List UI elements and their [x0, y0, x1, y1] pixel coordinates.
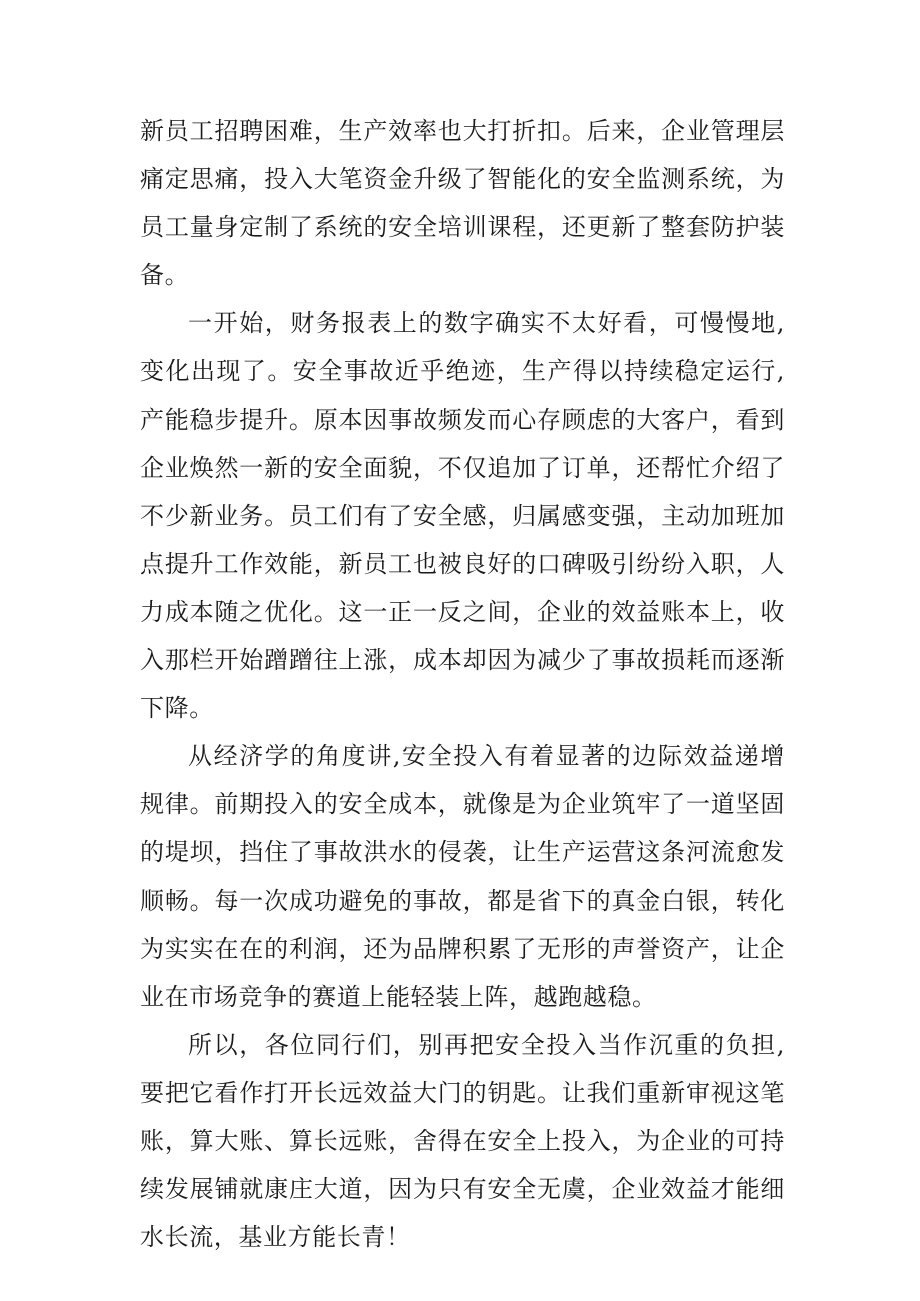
paragraph-financial-change: 一开始，财务报表上的数字确实不太好看，可慢慢地,变化出现了。安全事故近乎绝迹，生产得以持续稳定运行,产能稳步提升。原本因事故频发而心存顾虑的大客户，看到企业焕然一新的安全面貌，不仅追加了订单，还帮忙介绍了不少新业务。员工们有了安全感，归属感变强，主动加班加点提升工作效能，新员工也被良好的口碑吸引纷纷入职，人力成本随之优化。这一正一反之间，企业的效益账本上，收入那栏开始蹭蹭往上涨，成本却因为减少了事故损耗而逐渐下降。	[140, 309, 785, 723]
paragraph-conclusion: 所以，各位同行们，别再把安全投入当作沉重的负担,要把它看作打开长远效益大门的钥匙。让我们重新审视这笔账，算大账、算长远账，舍得在安全上投入，为企业的可持续发展铺就康庄大道，因为只有安全无虞，企业效益才能细水长流，基业方能长青！	[140, 1030, 785, 1252]
article-body	[140, 107, 785, 1261]
paragraph-economics: 从经济学的角度讲,安全投入有着显著的边际效益递增规律。前期投入的安全成本，就像是为企业筑牢了一道坚固的堤坝，挡住了事故洪水的侵袭，让生产运营这条河流愈发顺畅。每一次成功避免的事故，都是省下的真金白银，转化为实实在在的利润，还为品牌积累了无形的声誉资产，让企业在市场竞争的赛道上能轻装上阵，越跑越稳。	[140, 742, 785, 1011]
paragraph-continuation: 新员工招聘困难，生产效率也大打折扣。后来，企业管理层痛定思痛，投入大笔资金升级了智能化的安全监测系统，为员工量身定制了系统的安全培训课程，还更新了整套防护装备。	[140, 117, 785, 290]
